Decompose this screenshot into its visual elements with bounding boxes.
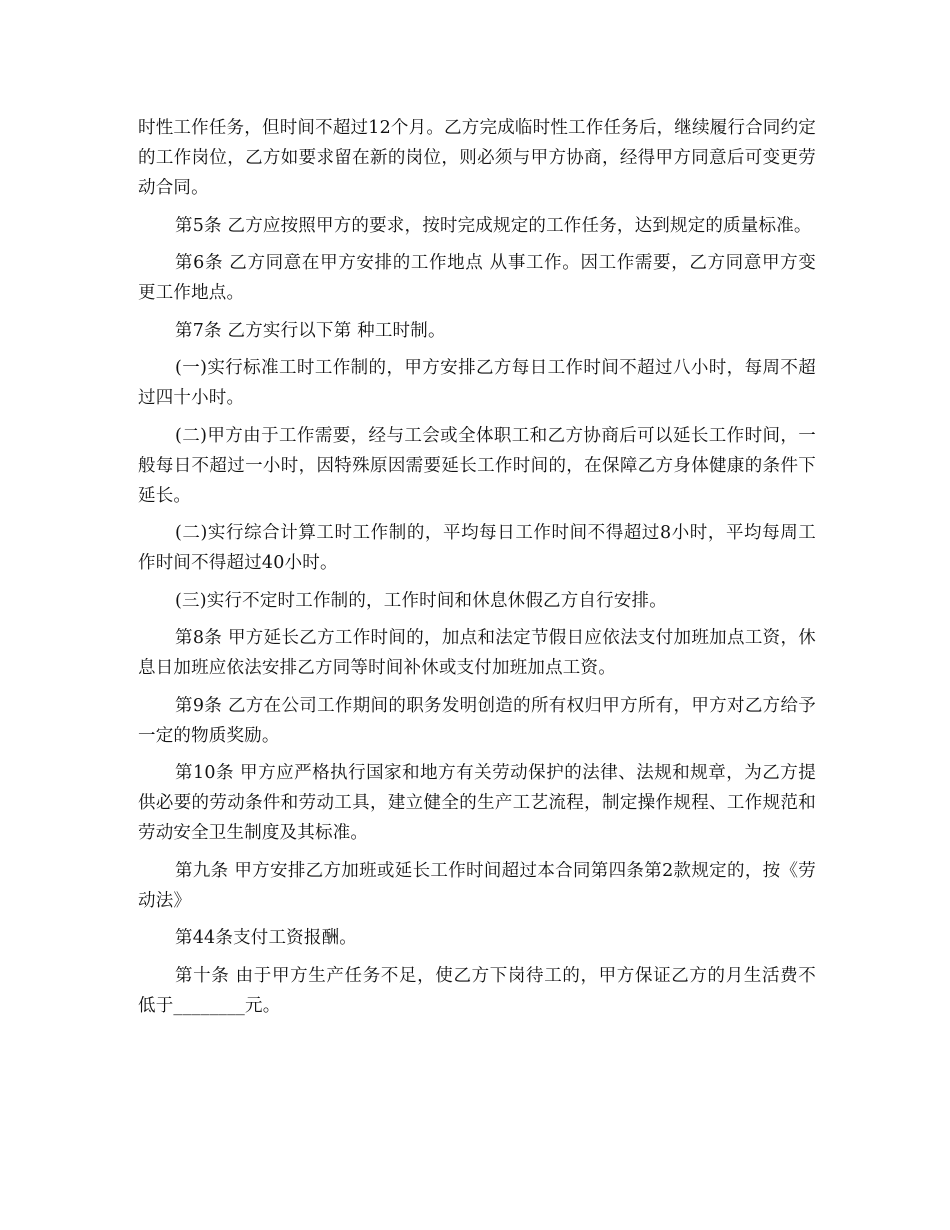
paragraph-article-44-reference: 第44条支付工资报酬。 (175, 928, 357, 948)
paragraph-article-10: 第10条 甲方应严格执行国家和地方有关劳动保护的法律、法规和规章，为乙方提供必要的劳动条件和劳动工具，建立健全的生产工艺流程，制定操作规程、工作规范和劳动安全卫生制度及其标准。 (138, 763, 816, 843)
paragraph-flexible-hours: (三)实行不定时工作制的，工作时间和休息休假乙方自行安排。 (175, 590, 667, 611)
paragraph-article-5: 第5条 乙方应按照甲方的要求，按时完成规定的工作任务，达到规定的质量标准。 (175, 215, 812, 236)
paragraph-comprehensive-hours: (二)实行综合计算工时工作制的，平均每日工作时间不得超过8小时，平均每周工作时间不得超过40小时。 (138, 523, 816, 573)
document-body (138, 113, 816, 1028)
paragraph-article-6: 第6条 乙方同意在甲方安排的工作地点 从事工作。因工作需要，乙方同意甲方变更工作地点。 (138, 253, 816, 303)
paragraph-standard-hours: (一)实行标准工时工作制的，甲方安排乙方每日工作时间不超过八小时，每周不超过四十小时。 (138, 358, 816, 408)
paragraph-article-8: 第8条 甲方延长乙方工作时间的，加点和法定节假日应依法支付加班加点工资，休息日加班应依法安排乙方同等时间补休或支付加班加点工资。 (138, 628, 816, 678)
paragraph-continuation: 时性工作任务，但时间不超过12个月。乙方完成临时性工作任务后，继续履行合同约定的工作岗位，乙方如要求留在新的岗位，则必须与甲方协商，经得甲方同意后可变更劳动合同。 (138, 118, 816, 198)
paragraph-article-ten: 第十条 由于甲方生产任务不足，使乙方下岗待工的，甲方保证乙方的月生活费不低于________元。 (138, 965, 816, 1016)
paragraph-overtime-extension: (二)甲方由于工作需要，经与工会或全体职工和乙方协商后可以延长工作时间，一般每日不超过一小时，因特殊原因需要延长工作时间的，在保障乙方身体健康的条件下延长。 (138, 425, 816, 506)
paragraph-article-9: 第9条 乙方在公司工作期间的职务发明创造的所有权归甲方所有，甲方对乙方给予一定的物质奖励。 (138, 695, 816, 746)
paragraph-article-7: 第7条 乙方实行以下第 种工时制。 (175, 320, 446, 341)
paragraph-article-nine: 第九条 甲方安排乙方加班或延长工作时间超过本合同第四条第2款规定的，按《劳动法》 (138, 860, 816, 911)
